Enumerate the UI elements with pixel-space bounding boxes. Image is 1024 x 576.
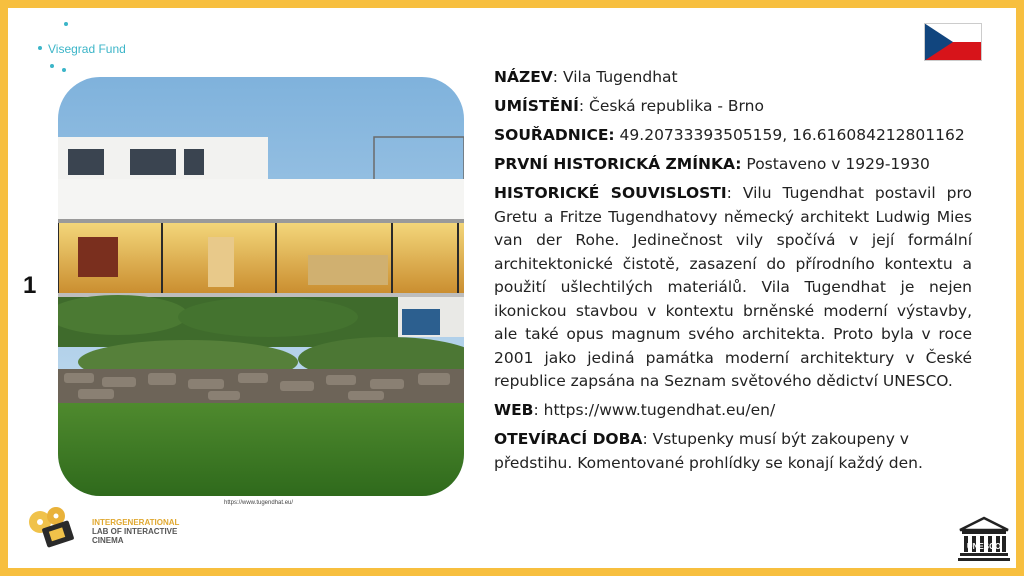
photo-credit: https://www.tugendhat.eu/ [224,500,294,506]
name-value: : Vila Tugendhat [552,68,678,86]
history-label: HISTORICKÉ SOUVISLOSTI [494,184,727,202]
history-row [494,182,972,394]
name-row [494,66,972,90]
hours-value: : Vstupenky musí být zakoupeny v předstihu. Komentované prohlídky se konají každý den. [494,430,923,472]
first-mention-value: Postaveno v 1929-1930 [741,155,930,173]
hours-row [494,428,972,475]
history-value: : Vilu Tugendhat postavil pro Gretu a Fritze Tugendhatovy německý architekt Ludwig Mies van der Rohe. Jedinečnost vily spočívá v její formální architektonické čistotě, zasazení do přírodního kontextu a použití ušlechtilých materiálů. Vila Tugendhat je nejen ikonickou stavbou v kontextu brněnské moderní výstavby, ale také opus magnum svého architekta. Proto byla v roce 2001 jako jediná památka moderní architektury v České republice zapsána na Seznam světového dědictví UNESCO. [494,184,972,390]
visegrad-fund-text: Visegrad Fund [48,42,126,56]
coords-label: SOUŘADNICE: [494,126,615,144]
web-row [494,399,972,423]
name-label: NÁZEV [494,68,553,86]
coords-value: 49.20733393505159, 16.616084212801162 [614,126,965,144]
lab-line-3: CINEMA [92,536,124,545]
visegrad-fund-logo [30,22,150,78]
web-value[interactable]: : https://www.tugendhat.eu/en/ [533,401,776,419]
lab-line-2: LAB OF INTERACTIVE [92,527,178,536]
unesco-logo [958,516,1010,562]
intergenerational-lab-logo [24,502,184,554]
info-panel [494,66,972,481]
location-label: UMÍSTĚNÍ [494,97,579,115]
web-label: WEB [494,401,534,419]
villa-photo [58,77,464,496]
lab-line-1: INTERGENERATIONAL [92,518,180,527]
location-row [494,95,972,119]
hours-label: OTEVÍRACÍ DOBA [494,430,643,448]
slide-number: 1 [23,272,37,299]
film-reel-icon [24,502,86,554]
czech-flag-icon [924,23,982,61]
location-value: : Česká republika - Brno [578,97,764,115]
slide [8,8,1016,568]
coords-row [494,124,972,148]
first-mention-row [494,153,972,177]
unesco-text: UNESCO [966,542,1002,551]
first-mention-label: PRVNÍ HISTORICKÁ ZMÍNKA: [494,155,742,173]
